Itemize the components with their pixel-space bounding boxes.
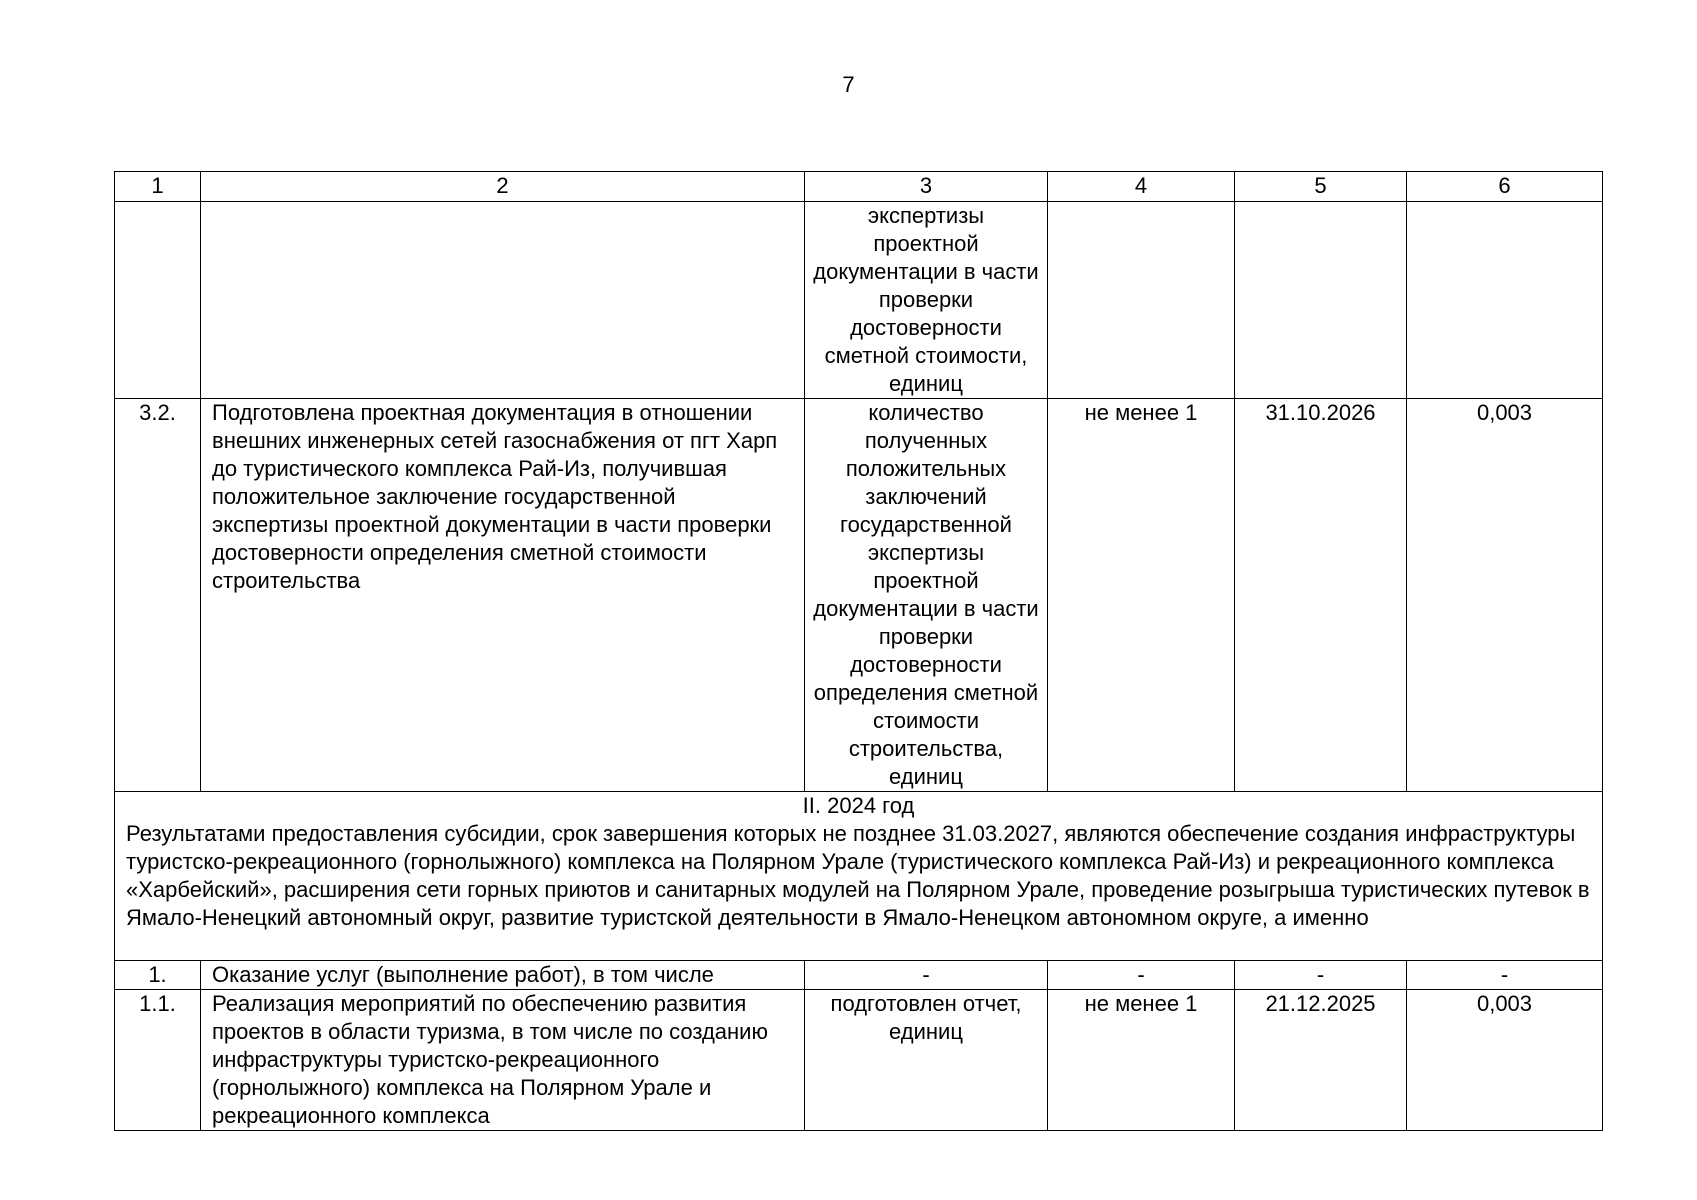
- cell-empty: [201, 202, 805, 399]
- cell-amount: -: [1407, 961, 1603, 990]
- cell-empty: [115, 202, 201, 399]
- cell-description: Реализация мероприятий по обеспечению развития проектов в области туризма, в том числе по созданию инфраструктуры туристско-рекреационного (горнолыжного) комплекса на Полярном Урале и рекреационного комплекса: [201, 990, 805, 1131]
- cell-date: 31.10.2026: [1235, 399, 1407, 792]
- section-heading: II. 2024 год: [802, 793, 915, 818]
- cell-indicator: количество полученных положительных заключений государственной экспертизы проектной документации в части проверки достоверности определения сметной стоимости строительства, единиц: [805, 399, 1048, 792]
- cell-number: 1.1.: [115, 990, 201, 1131]
- cell-indicator: -: [805, 961, 1048, 990]
- cell-value: не менее 1: [1048, 399, 1235, 792]
- cell-empty: [1235, 202, 1407, 399]
- cell-empty: [1407, 202, 1603, 399]
- cell-number: 3.2.: [115, 399, 201, 792]
- cell-date: -: [1235, 961, 1407, 990]
- header-col-6: 6: [1407, 172, 1603, 202]
- cell-description: Подготовлена проектная документация в отношении внешних инженерных сетей газоснабжения от пгт Харп до туристического комплекса Рай-Из, получившая положительное заключение государственной экспертизы проектной документации в части проверки достоверности определения сметной стоимости строительства: [201, 399, 805, 792]
- table-section-row: [115, 792, 1603, 961]
- cell-value: не менее 1: [1048, 990, 1235, 1131]
- cell-number: 1.: [115, 961, 201, 990]
- table-row-3-2: [115, 399, 1603, 792]
- cell-amount: 0,003: [1407, 990, 1603, 1131]
- table-row-1: [115, 961, 1603, 990]
- cell-description: Оказание услуг (выполнение работ), в том числе: [201, 961, 805, 990]
- header-col-1: 1: [115, 172, 201, 202]
- table-header-row: [115, 172, 1603, 202]
- cell-date: 21.12.2025: [1235, 990, 1407, 1131]
- section-text: Результатами предоставления субсидии, срок завершения которых не позднее 31.03.2027, являются обеспечение создания инфраструктуры туристско-рекреационного (горнолыжного) комплекса на Полярном Урале (туристического комплекса Рай-Из) и рекреационного комплекса «Харбейский», расширения сети горных приютов и санитарных модулей на Полярном Урале, проведение розыгрыша туристических путевок в Ямало-Ненецкий автономный округ, развитие туристской деятельности в Ямало-Ненецком автономном округе, а именно: [126, 821, 1590, 930]
- cell-amount: 0,003: [1407, 399, 1603, 792]
- cell-indicator: подготовлен отчет, единиц: [805, 990, 1048, 1131]
- header-col-5: 5: [1235, 172, 1407, 202]
- results-table: [114, 171, 1603, 1131]
- cell-value: -: [1048, 961, 1235, 990]
- section-cell: [115, 792, 1603, 961]
- cell-indicator: экспертизы проектной документации в части проверки достоверности сметной стоимости, единиц: [805, 202, 1048, 399]
- header-col-4: 4: [1048, 172, 1235, 202]
- table-row-continuation: [115, 202, 1603, 399]
- header-col-2: 2: [201, 172, 805, 202]
- header-col-3: 3: [805, 172, 1048, 202]
- table-row-1-1: [115, 990, 1603, 1131]
- page-number: 7: [842, 72, 855, 97]
- cell-empty: [1048, 202, 1235, 399]
